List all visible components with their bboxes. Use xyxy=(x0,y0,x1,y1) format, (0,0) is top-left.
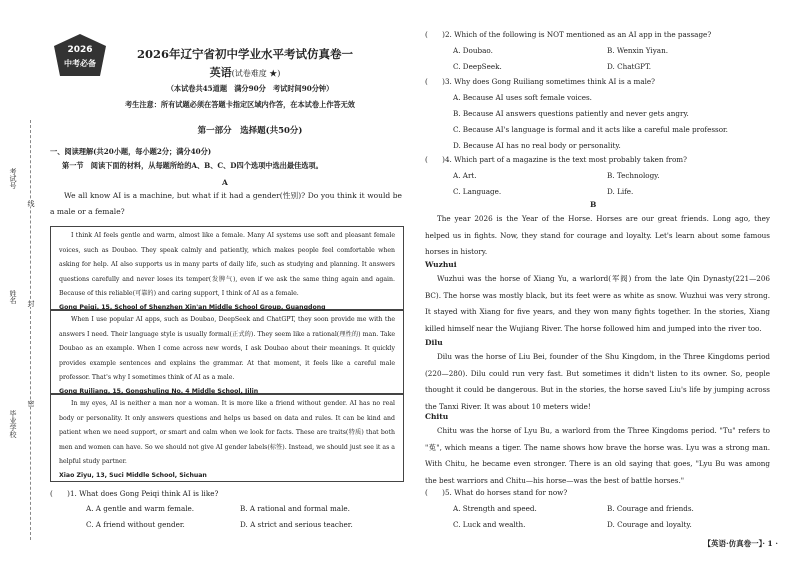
passage-b-label: B xyxy=(590,200,597,209)
question-4: ( )4. Which part of a magazine is the text most probably taken from? xyxy=(425,155,687,164)
q1-option-b: B. A rational and formal male. xyxy=(240,504,350,513)
q3-option-c: C. Because AI's language is formal and it acts like a careful male professor. xyxy=(453,125,728,134)
opinion-text-2: When I use popular AI apps, such as Doubao, DeepSeek and ChatGPT, they soon provide me with the answers I need. Their language style is usually formal(正式的). They seem like a rational(理性的) man. Take Doubao as an example. When I come across new words, I ask Doubao about their meanings. It quickly provides example sentences and explains the grammar. At that moment, it feels like a careful male professor. That's why I sometimes think of AI as a male. xyxy=(59,316,395,382)
q3-option-d: D. Because AI has no real body or personality. xyxy=(453,141,621,150)
cut-line xyxy=(30,120,31,540)
difficulty: (试卷难度 ★) xyxy=(231,69,281,78)
subject-name: 英语 xyxy=(209,66,232,79)
opinion-author-2: Gong Ruiliang, 15, Gongshuling No. 4 Middle School, Jilin xyxy=(59,387,259,395)
question-5: ( )5. What do horses stand for now? xyxy=(425,488,568,497)
q3-option-b: B. Because AI answers questions patiently and never gets angry. xyxy=(453,109,689,118)
passage-a-intro: We all know AI is a machine, but what if it had a gender(性别)? Do you think it would be a male or a female? xyxy=(50,191,402,216)
opinion-sig-3 xyxy=(51,472,403,483)
exam-number-label: 考试号 xyxy=(9,168,17,189)
q1-option-a: A. A gentle and warm female. xyxy=(86,504,195,513)
question-1: ( )1. What does Gong Peiqi think AI is like? xyxy=(50,489,219,498)
q4-option-b: B. Technology. xyxy=(607,171,660,180)
question-3: ( )3. Why does Gong Ruiliang sometimes think AI is a male? xyxy=(425,77,656,86)
opinion-box-2 xyxy=(50,310,404,394)
passage-a-label: A xyxy=(222,178,228,187)
cut-line-label-3: 密 xyxy=(27,400,35,407)
q2-option-c: C. DeepSeek. xyxy=(453,62,502,71)
q4-option-c: C. Language. xyxy=(453,187,502,196)
part-heading: 第一部分 选择题(共50分) xyxy=(197,126,303,136)
horse-heading-dilu: Dilu xyxy=(425,338,443,347)
opinion-author-3: Xiao Ziyu, 13, Suci Middle School, Sichuan xyxy=(59,471,207,479)
q1-option-d: D. A strict and serious teacher. xyxy=(240,520,353,529)
section-instructions: 第一节 阅读下面的材料，从每题所给的A、B、C、D四个选项中选出最佳选项。 xyxy=(62,161,323,170)
svg-text:中考必备: 中考必备 xyxy=(64,59,96,68)
q5-option-b: B. Courage and friends. xyxy=(607,504,694,513)
svg-text:2026: 2026 xyxy=(67,45,93,55)
horse-text-dilu: Dilu was the horse of Liu Bei, founder of the Shu Kingdom, in the Three Kingdoms period (220—280). Dilu could run very fast. But sometimes it didn't listen to its owner. So, people thought it could be dangerous. But in the stories, the horse saved Liu's life by jumping across the Tanxi River. It was about 10 meters wide! xyxy=(425,352,770,411)
subject-heading xyxy=(110,64,380,80)
q2-option-a: A. Doubao. xyxy=(453,46,493,55)
school-label: 毕业学校 xyxy=(9,410,17,438)
opinion-text-1: I think AI feels gentle and warm, almost like a female. Many AI systems use soft and pleasant female voices, such as Doubao. They speak calmly and patiently, which makes people feel comfortable when asking for help. AI also supports us in many parts of daily life, such as studying and planning. It answers questions carefully and never loses its temper(发脾气), even if we ask the same thing again and again. Because of this reliable(可靠的) and caring support, I think of AI as a female. xyxy=(59,232,395,298)
name-label: 姓名 xyxy=(9,290,17,304)
cut-line-label-1: 线 xyxy=(27,200,35,207)
opinion-box-1 xyxy=(50,226,404,310)
page-footer: 【英语·仿真卷一】· 1 · xyxy=(703,539,778,548)
q1-option-c: C. A friend without gender. xyxy=(86,520,185,529)
cut-line-label-2: 封 xyxy=(27,300,35,307)
horse-text-wuzhui: Wuzhui was the horse of Xiang Yu, a warlord(军阀) from the late Qin Dynasty(221—206 BC). The horse was mostly black, but its feet were as white as snow. Wuzhui was very strong. It stayed with Xiang for five years, and they won many fights together. In the stories, Xiang killed himself near the Wujiang River. The horse followed him and jumped into the river too. xyxy=(425,274,770,333)
passage-b-intro: The year 2026 is the Year of the Horse. Horses are our great friends. Long ago, they helped us in fights. Now, they stand for courage and loyalty. Let's learn about some famous horses in history. xyxy=(425,214,770,256)
q5-option-c: C. Luck and wealth. xyxy=(453,520,526,529)
horse-heading-chitu: Chitu xyxy=(425,412,449,421)
question-2: ( )2. Which of the following is NOT mentioned as an AI app in the passage? xyxy=(425,30,712,39)
binding-margin xyxy=(0,0,40,566)
horse-text-chitu: Chitu was the horse of Lyu Bu, a warlord from the Three Kingdoms period. "Tu" refers to "菟", which means a tiger. The name shows how brave the horse was. Lyu was a strong man. With Chitu, he became even stronger. There is an old saying that goes, "Lyu Bu was among the best warriors and Chitu—his horse—was the best of battle horses." xyxy=(425,426,770,485)
q5-option-a: A. Strength and speed. xyxy=(453,504,537,513)
section-heading: 一、阅读理解(共20小题，每小题2分；满分40分) xyxy=(50,147,212,156)
exam-notice: 考生注意：所有试题必须在答题卡指定区域内作答，在本试卷上作答无效 xyxy=(124,100,355,109)
opinion-text-3: In my eyes, AI is neither a man nor a woman. It is more like a friend without gender. AI has no real body or personality. It only answers questions and helps us based on data and rules. It can be kind and patient when we need support, or smart and calm when we look for facts. These are traits(特质) that both men and women can have. So we should not give AI gender labels(标签). Instead, we should just see it as a helpful study partner. xyxy=(59,400,395,466)
q4-option-a: A. Art. xyxy=(453,171,477,180)
horse-heading-wuzhui: Wuzhui xyxy=(425,260,457,269)
q2-option-b: B. Wenxin Yiyan. xyxy=(607,46,668,55)
opinion-author-1: Gong Peiqi, 15, School of Shenzhen Xin'an Middle School Group, Guangdong xyxy=(59,303,326,311)
exam-logo xyxy=(50,30,110,80)
opinion-box-3 xyxy=(50,394,404,482)
q5-option-d: D. Courage and loyalty. xyxy=(607,520,692,529)
q3-option-a: A. Because AI uses soft female voices. xyxy=(453,93,592,102)
exam-meta: （本试卷共45道题 满分90分 考试时间90分钟） xyxy=(166,84,334,93)
exam-title: 2026年辽宁省初中学业水平考试仿真卷一 xyxy=(136,47,353,61)
q2-option-d: D. ChatGPT. xyxy=(607,62,651,71)
q4-option-d: D. Life. xyxy=(607,187,634,196)
